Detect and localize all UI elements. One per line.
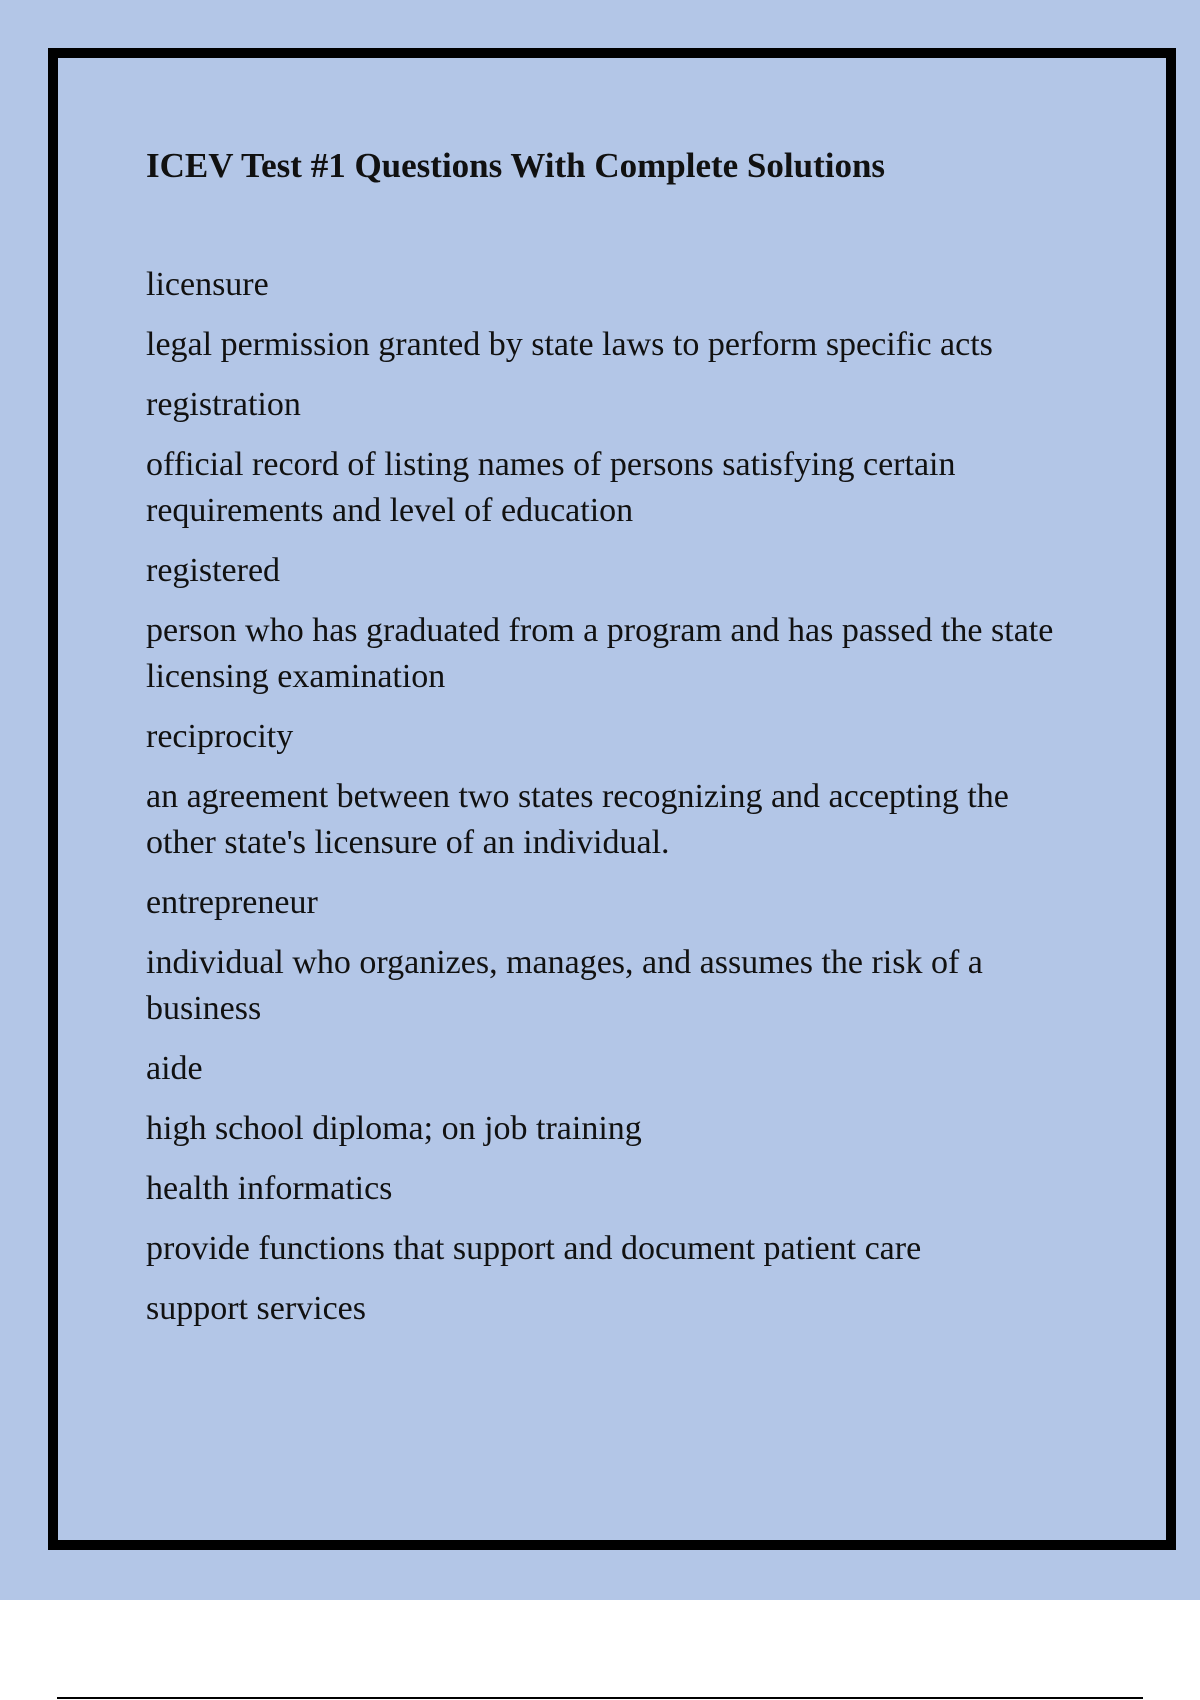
document-content: [146, 142, 1086, 1346]
list-item: registered: [146, 552, 281, 589]
list-item: aide: [146, 1050, 203, 1087]
footer-divider: [57, 1697, 1143, 1699]
list-item: official record of listing names of persons satisfying certain requirements and level of education: [146, 446, 956, 529]
list-item: legal permission granted by state laws to perform specific acts: [146, 326, 993, 363]
list-item: support services: [146, 1290, 367, 1327]
list-item: individual who organizes, manages, and assumes the risk of a business: [146, 944, 983, 1027]
list-item: registration: [146, 386, 301, 423]
list-item: entrepreneur: [146, 884, 318, 921]
list-item: licensure: [146, 266, 269, 303]
list-item: reciprocity: [146, 718, 294, 755]
list-item: an agreement between two states recognizing and accepting the other state's licensure of an individual.: [146, 778, 1009, 861]
page-title: ICEV Test #1 Questions With Complete Solutions: [146, 146, 886, 185]
list-item: person who has graduated from a program and has passed the state licensing examination: [146, 612, 1054, 695]
list-item: high school diploma; on job training: [146, 1110, 642, 1147]
term-list: [146, 262, 1086, 1332]
list-item: provide functions that support and document patient care: [146, 1230, 922, 1267]
list-item: health informatics: [146, 1170, 393, 1207]
